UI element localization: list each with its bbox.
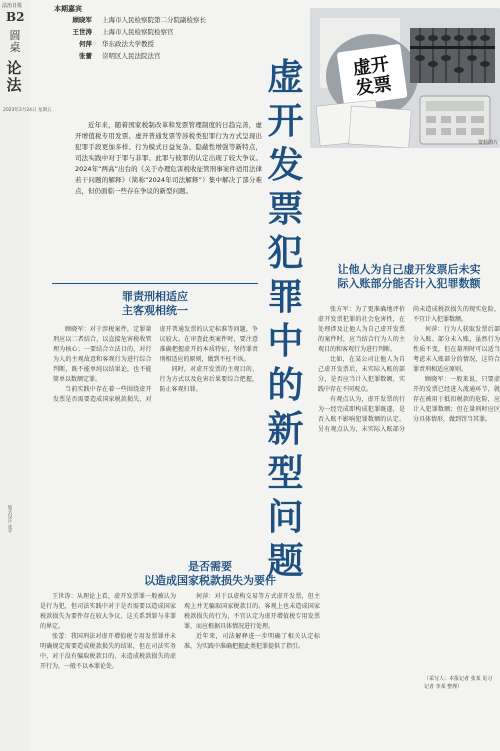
guest-role: 华东政法大学教授	[102, 40, 154, 48]
section1-title	[55, 290, 255, 318]
page-number: B2	[6, 10, 25, 24]
guest-row	[52, 26, 312, 38]
section2-title-text: 让他人为自己虚开发票后未实 际入账部分能否计入犯罪数额	[337, 263, 481, 290]
margin-footer: 版式设计 张平	[7, 505, 12, 534]
section3-title	[95, 560, 325, 588]
hero-caption: 资料图片	[477, 140, 498, 146]
guest-role: 上海市人民检察院第二分院副检察长	[102, 16, 206, 24]
guest-name: 王世涛	[72, 28, 92, 36]
section3-title-text: 是否需要 以造成国家税款损失为要件	[144, 560, 276, 587]
section1-title-text: 罪责刑相适应 主客观相统一	[122, 290, 188, 317]
issue-date: 2023年2月24日 星期五	[3, 108, 52, 113]
section3-body	[40, 592, 320, 672]
hero-label-top: 虚开	[351, 53, 391, 80]
guest-name: 顾晓军	[72, 16, 92, 24]
main-headline: 虚开发票犯罪中的新型问题	[267, 56, 304, 582]
paragraph: 比如，在某公司让他人为自己虚开发票后，未实际入账的部分，是否应当计入犯罪数额，实践中存在不同观点。	[318, 356, 405, 393]
page-margin	[0, 0, 52, 751]
paragraph: 张方军：为了更准确地评价虚开发票犯罪的社会危害性，在处理涉及让他人为自己虚开发票的案件时，应当结合行为人的主观目的和客观行为进行判断。	[318, 306, 405, 353]
paragraph: 近年来，司法解释进一步明确了相关认定标准，为实践中准确把握此类犯罪提供了指引。	[184, 633, 320, 650]
editor-credit: （采写人：本报记者 张某 见习记者 李某 整理）	[424, 676, 493, 690]
calculator-graphic	[420, 96, 490, 144]
article-page	[35, 0, 500, 751]
paragraph: 顾晓军：对于涉税案件，定罪量刑应以二者结合，以直接危害税收管理为核心；一要结合立法目的，对行为人的主观故意和客观行为进行综合判断，既不能单纯以结果论，也不能简单以数额定罪。	[53, 326, 152, 383]
paragraph: 张蕾：我国刑法对虚开增值税专用发票罪并未明确规定需要造成税款损失的结果，但在司法实务中，对于没有骗取税款目的、未造成税款损失的虚开行为，一般不以本罪论处。	[40, 633, 176, 670]
section1-body	[53, 325, 258, 405]
hero-label-bottom: 发票	[354, 73, 394, 100]
guest-row	[52, 14, 312, 26]
guest-name: 张蕾	[79, 52, 92, 60]
section-divider	[52, 283, 258, 284]
paragraph: 有观点认为，虚开发票的行为一经完成即构成犯罪既遂，是否入账不影响犯罪数额的认定。另有观点认为，未实际入账部分尚未造成税款损失的现实危险，不宜计入犯罪数额。	[318, 306, 500, 433]
guest-row	[52, 38, 312, 50]
guest-role: 上海市人民检察院检察官	[102, 28, 174, 36]
paragraph: 顾晓军：一般来说，只要虚开的发票已经进入流通环节，就存在被用于抵扣税款的危险，应计入犯罪数额；但在量刑时应区分具体情形，做到罚当其罪。	[413, 376, 500, 423]
abacus-graphic	[410, 28, 495, 83]
column-name-small: 圆桌	[9, 29, 21, 54]
hero-illustration	[310, 8, 500, 148]
paragraph: 当前实践中存在着一些围绕虚开发票是否需要造成国家税款损失、对虚开普通发票的认定标准等问题，争议较大。在审查此类案件时，要注意准确把握虚开的本质特征，坚持罪责刑相适应的原则，做到不枉不纵。	[53, 326, 258, 403]
hero-image	[310, 8, 500, 148]
guest-name: 何萍	[79, 40, 92, 48]
intro-paragraph: 近年来，随着国家税制改革和发票管理制度的日趋完善，虚开增值税专用发票、虚开普通发票等涉税类犯罪行为方式呈现出犯罪手段更加多样、行为模式日益复杂、隐蔽性增强等新特点，司法实践中对于罪与非罪、此罪与彼罪的认定出现了较大争议。2024年“两高”出台的《关于办理危害税收征管刑事案件适用法律若干问题的解释》（简称“2024年司法解释”）集中解决了部分难点，但仍面临一些存在争议的新型问题。	[75, 121, 262, 195]
section2-body	[318, 305, 500, 435]
column-name-big: 论法	[6, 59, 22, 94]
paragraph: 何萍：对于以虚构交易等方式虚开发票，但主观上并无骗取国家税款目的、客观上也未造成国家税款损失的行为，不宜认定为虚开增值税专用发票罪，而应根据具体情况进行处理。	[184, 593, 320, 630]
paragraph: 何萍：行为人获取发票后部分入账、部分未入账，虽然行为性质不变，但在量刑时可以适当考虑未入账部分的情况，这符合罪责刑相适应原则。	[413, 326, 500, 373]
paragraph: 同时，对虚开发票的主观目的、行为方式以及危害后果要综合把握，防止客观归罪。	[159, 366, 258, 393]
guest-role: 崇明区人民法院法官	[102, 52, 161, 60]
guest-panel-title: 本期嘉宾	[54, 5, 82, 13]
publication-name: 法治日报	[2, 3, 23, 9]
paragraph: 王世涛：从理论上看，虚开发票罪一般被认为是行为犯，但司法实践中对于是否需要以造成国家税款损失为要件存在较大争议，这关系到罪与非罪的界定。	[40, 593, 176, 630]
section2-title	[318, 263, 500, 291]
